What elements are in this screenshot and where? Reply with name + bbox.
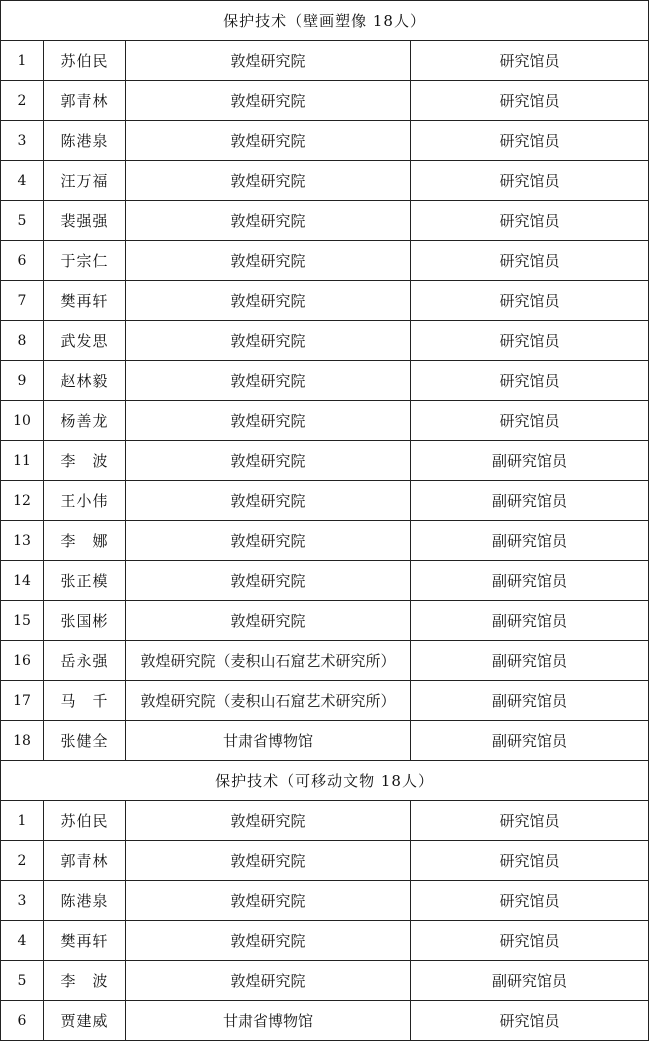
person-name: 樊再轩 [44, 281, 126, 321]
organization: 敦煌研究院 [126, 81, 411, 121]
organization: 敦煌研究院 [126, 521, 411, 561]
roster-table-body [1, 1, 649, 1041]
person-name: 武发思 [44, 321, 126, 361]
person-name: 赵林毅 [44, 361, 126, 401]
person-name: 马 千 [44, 681, 126, 721]
table-row [1, 361, 649, 401]
organization: 敦煌研究院 [126, 601, 411, 641]
row-number: 4 [1, 921, 44, 961]
table-row [1, 121, 649, 161]
organization: 敦煌研究院 [126, 921, 411, 961]
organization: 敦煌研究院（麦积山石窟艺术研究所） [126, 641, 411, 681]
table-row [1, 281, 649, 321]
professional-title: 研究馆员 [411, 161, 649, 201]
organization: 敦煌研究院 [126, 41, 411, 81]
row-number: 9 [1, 361, 44, 401]
organization: 敦煌研究院 [126, 281, 411, 321]
person-name: 于宗仁 [44, 241, 126, 281]
table-row [1, 841, 649, 881]
person-name: 郭青林 [44, 841, 126, 881]
table-row [1, 881, 649, 921]
person-name: 张健全 [44, 721, 126, 761]
organization: 敦煌研究院 [126, 401, 411, 441]
row-number: 8 [1, 321, 44, 361]
professional-title: 副研究馆员 [411, 961, 649, 1001]
person-name: 李 娜 [44, 521, 126, 561]
person-name: 樊再轩 [44, 921, 126, 961]
table-row [1, 441, 649, 481]
row-number: 15 [1, 601, 44, 641]
professional-title: 副研究馆员 [411, 441, 649, 481]
row-number: 4 [1, 161, 44, 201]
row-number: 5 [1, 201, 44, 241]
organization: 甘肃省博物馆 [126, 1001, 411, 1041]
table-row [1, 801, 649, 841]
row-number: 6 [1, 1001, 44, 1041]
organization: 敦煌研究院 [126, 961, 411, 1001]
table-row [1, 401, 649, 441]
professional-title: 研究馆员 [411, 241, 649, 281]
professional-title: 研究馆员 [411, 841, 649, 881]
person-name: 张国彬 [44, 601, 126, 641]
professional-title: 研究馆员 [411, 801, 649, 841]
row-number: 16 [1, 641, 44, 681]
organization: 敦煌研究院 [126, 361, 411, 401]
organization: 敦煌研究院 [126, 881, 411, 921]
professional-title: 研究馆员 [411, 921, 649, 961]
table-row [1, 241, 649, 281]
table-row [1, 521, 649, 561]
professional-title: 副研究馆员 [411, 641, 649, 681]
professional-title: 副研究馆员 [411, 481, 649, 521]
person-name: 裴强强 [44, 201, 126, 241]
professional-title: 研究馆员 [411, 401, 649, 441]
organization: 敦煌研究院（麦积山石窟艺术研究所） [126, 681, 411, 721]
table-row [1, 641, 649, 681]
table-row [1, 321, 649, 361]
professional-title: 副研究馆员 [411, 601, 649, 641]
row-number: 2 [1, 841, 44, 881]
person-name: 陈港泉 [44, 881, 126, 921]
row-number: 13 [1, 521, 44, 561]
organization: 敦煌研究院 [126, 561, 411, 601]
table-row [1, 601, 649, 641]
professional-title: 研究馆员 [411, 121, 649, 161]
person-name: 汪万福 [44, 161, 126, 201]
row-number: 12 [1, 481, 44, 521]
professional-title: 研究馆员 [411, 81, 649, 121]
row-number: 2 [1, 81, 44, 121]
table-row [1, 161, 649, 201]
organization: 敦煌研究院 [126, 121, 411, 161]
row-number: 6 [1, 241, 44, 281]
row-number: 3 [1, 121, 44, 161]
table-row [1, 81, 649, 121]
organization: 敦煌研究院 [126, 321, 411, 361]
professional-title: 研究馆员 [411, 361, 649, 401]
section-title: 保护技术（可移动文物 18人） [1, 761, 649, 801]
row-number: 7 [1, 281, 44, 321]
table-row [1, 721, 649, 761]
person-name: 郭青林 [44, 81, 126, 121]
section-title: 保护技术（壁画塑像 18人） [1, 1, 649, 41]
table-row [1, 481, 649, 521]
professional-title: 研究馆员 [411, 201, 649, 241]
row-number: 10 [1, 401, 44, 441]
organization: 敦煌研究院 [126, 161, 411, 201]
professional-title: 副研究馆员 [411, 561, 649, 601]
organization: 敦煌研究院 [126, 201, 411, 241]
person-name: 张正模 [44, 561, 126, 601]
person-name: 李 波 [44, 961, 126, 1001]
organization: 敦煌研究院 [126, 841, 411, 881]
professional-title: 研究馆员 [411, 41, 649, 81]
professional-title: 副研究馆员 [411, 681, 649, 721]
row-number: 1 [1, 41, 44, 81]
organization: 甘肃省博物馆 [126, 721, 411, 761]
organization: 敦煌研究院 [126, 481, 411, 521]
person-name: 岳永强 [44, 641, 126, 681]
person-name: 杨善龙 [44, 401, 126, 441]
row-number: 5 [1, 961, 44, 1001]
table-row [1, 681, 649, 721]
row-number: 18 [1, 721, 44, 761]
professional-title: 研究馆员 [411, 1001, 649, 1041]
table-row [1, 41, 649, 81]
person-name: 李 波 [44, 441, 126, 481]
person-name: 贾建威 [44, 1001, 126, 1041]
organization: 敦煌研究院 [126, 801, 411, 841]
person-name: 陈港泉 [44, 121, 126, 161]
professional-title: 副研究馆员 [411, 521, 649, 561]
person-name: 王小伟 [44, 481, 126, 521]
professional-title: 研究馆员 [411, 321, 649, 361]
person-name: 苏伯民 [44, 801, 126, 841]
section-header-row [1, 761, 649, 801]
organization: 敦煌研究院 [126, 441, 411, 481]
professional-title: 研究馆员 [411, 881, 649, 921]
table-row [1, 921, 649, 961]
organization: 敦煌研究院 [126, 241, 411, 281]
person-name: 苏伯民 [44, 41, 126, 81]
row-number: 14 [1, 561, 44, 601]
table-row [1, 201, 649, 241]
professional-title: 研究馆员 [411, 281, 649, 321]
row-number: 11 [1, 441, 44, 481]
row-number: 17 [1, 681, 44, 721]
professional-title: 副研究馆员 [411, 721, 649, 761]
table-row [1, 561, 649, 601]
row-number: 1 [1, 801, 44, 841]
section-header-row [1, 1, 649, 41]
table-row [1, 1001, 649, 1041]
table-row [1, 961, 649, 1001]
row-number: 3 [1, 881, 44, 921]
